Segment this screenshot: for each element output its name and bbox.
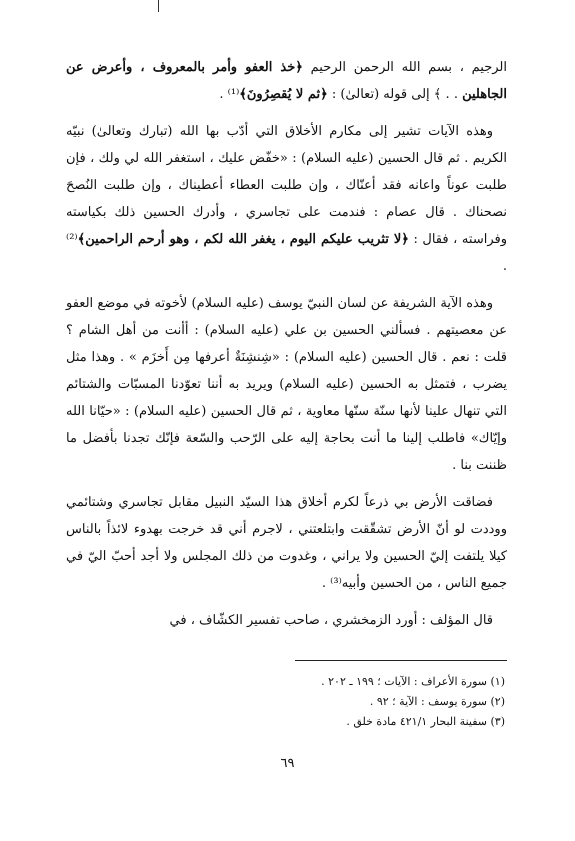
footnote-1: (١) سورة الأعراف : الآيات ؛ ١٩٩ ـ ٢٠٢ . — [321, 675, 505, 688]
text-run: قال المؤلف : أورد الزمخشري ، صاحب تفسير الكشّاف ، في — [169, 613, 493, 628]
footnote-2: (٢) سورة يوسف : الآية ؛ ٩٢ . — [369, 695, 505, 708]
quran-verse: ﴿ثم لا يُقصِرُونَ﴾ — [239, 87, 328, 102]
text-run: ⁽²⁾ . — [66, 232, 507, 274]
paragraph-1 — [66, 54, 507, 108]
footnote-3: (٣) سفينة البحار ٤٢١/١ مادة خلق . — [346, 715, 505, 728]
paragraph-4 — [66, 489, 507, 597]
main-text — [66, 54, 507, 644]
footnotes — [66, 672, 505, 732]
top-margin-mark — [158, 0, 159, 12]
paragraph-2 — [66, 118, 507, 280]
text-run: . . ﴾ إلى قوله (تعالىٰ) : — [327, 87, 463, 102]
text-run: وهذه الآيات تشير إلى مكارم الأخلاق التي أدّب بها الله (تبارك وتعالىٰ) نبيّه الكريم . ثم قال الحسين (عليه السلام) : «خفّض عليك ، استغفر الله لي ولك ، فإن طلبت عوناً واعانه فقد أعنّاك ، وإن طلبت العطاء أعطيناك ، وإن طلبت النُصحَ نصحناك . قال عصام : فندمت على تجاسري ، وأدرك الحسين ذلك بكياسته وفراسته ، فقال : — [66, 124, 507, 247]
text-run: فضاقت الأرض بي ذرعاً لكرم أخلاق هذا السيّد النبيل مقابل تجاسري وشتائمي ووددت لو أنّ الأرض تشقّقت وابتلعتني ، لاجرم أني قد خرجت بهدوء لائذاً بالناس كيلا يلتفت إليّ الحسين ولا يراني ، وغدوت من ذلك المجلس ولا أجد أحبّ اليّ في جميع الناس ، من الحسين وأبيه — [66, 495, 507, 591]
paragraph-3 — [66, 290, 507, 479]
text-run: ⁽³⁾ . — [321, 576, 342, 591]
quran-verse: ﴿خذ العفو وأمر بالمعروف ، وأعرض عن الجاهلين — [66, 60, 507, 102]
paragraph-5 — [66, 607, 507, 634]
text-run: الرجيم ، بسم الله الرحمن الرحيم — [302, 60, 508, 75]
page-number: ٦٩ — [280, 756, 295, 771]
footnote-separator — [295, 660, 507, 661]
quran-verse: ﴿لا تثريب عليكم اليوم ، يغفر الله لكم ، وهو أرحم الراحمين﴾ — [77, 232, 409, 247]
text-run: ⁽¹⁾ . — [219, 87, 240, 102]
text-run: وهذه الآية الشريفة عن لسان النبيّ يوسف (عليه السلام) لأخوته في موضع العفو عن معصيتهم . فسألني الحسين بن علي (عليه السلام) : أأنت من أهل الشام ؟ قلت : نعم . قال الحسين (عليه السلام) : «شِنشِنَةٌ أعرفها مِن أَخزَم » . وهذا مثل يضرب ، فتمثل به الحسين (عليه السلام) ويريد به أننا تعوّدنا المسبّات والشتائم التي تنهال علينا لأنها سنّة سنّها معاوية ، ثم قال الحسين (عليه السلام) : «حيّانا الله وإيّاك» فاطلب إلينا ما أنت بحاجة إليه على الرّحب والسّعة فإنّك تجدنا بأفضل ما ظننت بنا . — [66, 296, 507, 473]
